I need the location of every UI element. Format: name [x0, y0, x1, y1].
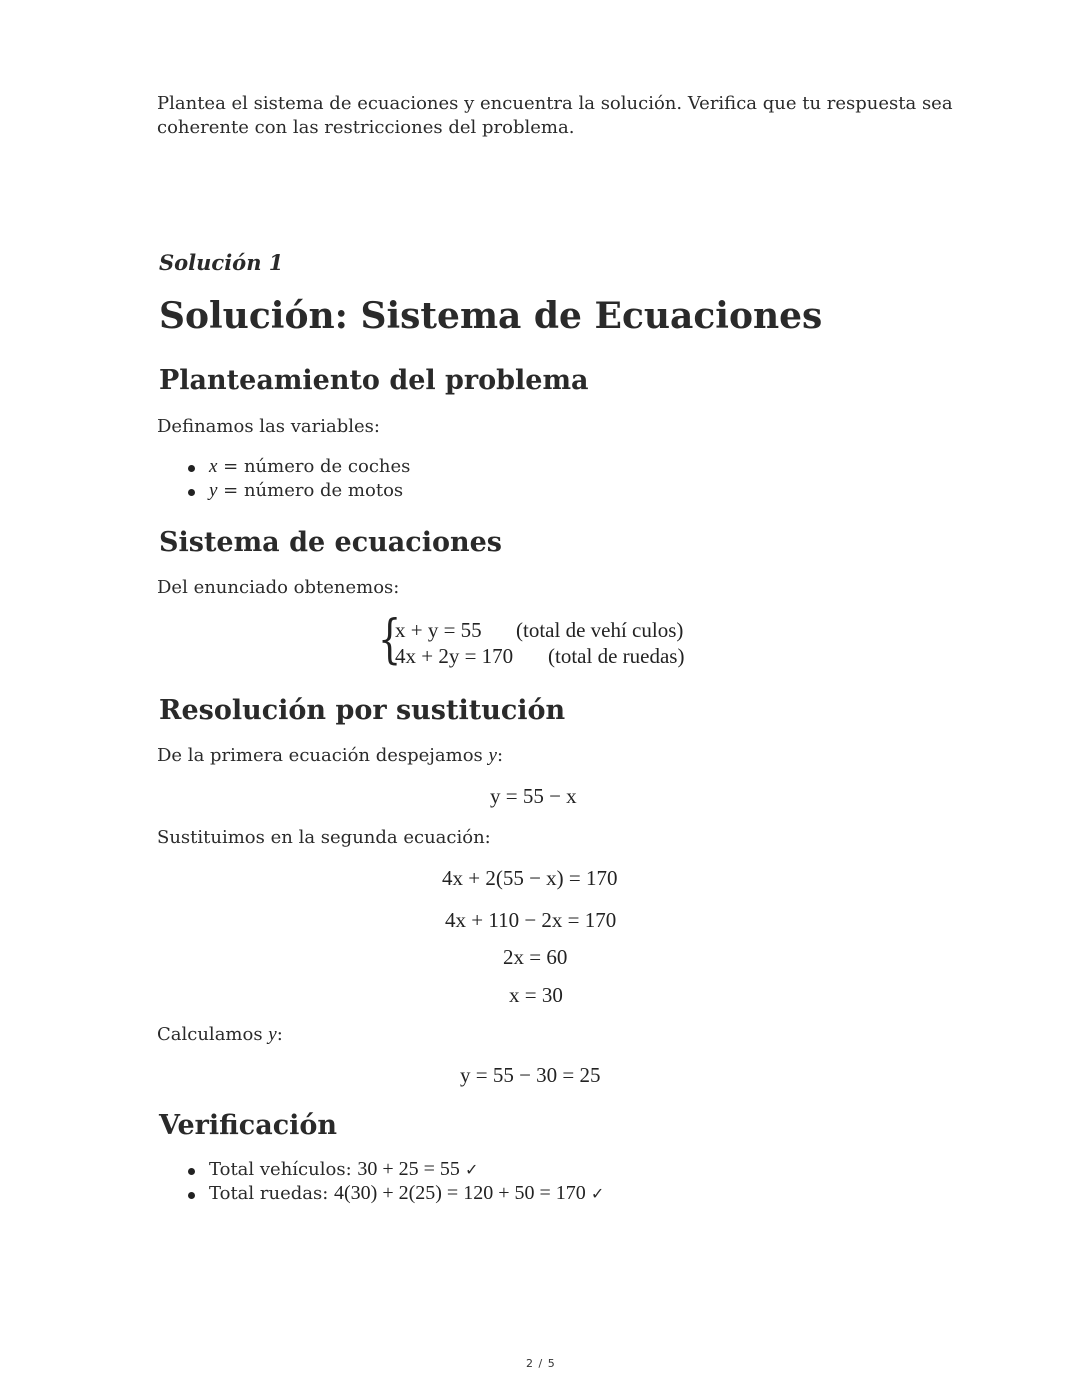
check-icon: ✓	[459, 1160, 479, 1179]
step-equation: x = 30	[509, 983, 563, 1007]
equation-1-note: (total de vehí culos)	[516, 618, 684, 642]
section3-intro	[157, 744, 503, 768]
section1-intro: Definamos las variables:	[157, 416, 380, 437]
left-brace: {	[378, 610, 402, 670]
section-heading-resolucion: Resolución por sustitución	[159, 695, 566, 726]
intro-line-2: coherente con las restricciones del problema.	[157, 117, 575, 138]
solution-label: Solución 1	[159, 250, 284, 275]
section-heading-sistema: Sistema de ecuaciones	[159, 527, 502, 558]
verification-label: Total ruedas:	[209, 1183, 335, 1204]
variable-y: y	[209, 480, 218, 501]
intro-end: :	[496, 745, 504, 766]
bullet	[188, 489, 195, 496]
step-equation: 4x + 2(55 − x) = 170	[442, 866, 618, 890]
list-item	[209, 1158, 478, 1181]
equation-2: 4x + 2y = 170	[395, 644, 514, 668]
equation-1: x + y = 55	[395, 618, 482, 642]
verification-label: Total vehículos:	[209, 1159, 358, 1180]
page-number: 2 / 5	[526, 1357, 556, 1370]
variable-y: y	[268, 1024, 277, 1045]
substitution-text: Sustituimos en la segunda ecuación:	[157, 827, 491, 848]
list-item-text: = número de motos	[217, 480, 404, 501]
equation-y-isolated: y = 55 − x	[490, 784, 577, 808]
variable-x: x	[209, 456, 218, 477]
list-item-text: = número de coches	[217, 456, 411, 477]
equation-2-note: (total de ruedas)	[548, 644, 685, 668]
calculate-y-text	[157, 1023, 283, 1047]
section2-intro: Del enunciado obtenemos:	[157, 577, 400, 598]
section-heading-planteamiento: Planteamiento del problema	[159, 365, 589, 396]
list-item	[209, 456, 410, 478]
list-item	[209, 1182, 604, 1205]
bullet	[188, 1192, 195, 1199]
section-heading-verificacion: Verificación	[159, 1110, 338, 1141]
equation-y-result: y = 55 − 30 = 25	[460, 1063, 601, 1087]
check-icon: ✓	[585, 1184, 605, 1203]
variable-y: y	[488, 745, 497, 766]
verification-math: 4(30) + 2(25) = 120 + 50 = 170	[334, 1182, 586, 1204]
verification-math: 30 + 25 = 55	[357, 1158, 460, 1180]
page-title: Solución: Sistema de Ecuaciones	[159, 295, 823, 337]
bullet	[188, 465, 195, 472]
calc-end: :	[276, 1024, 283, 1045]
intro-text: De la primera ecuación despejamos	[157, 745, 489, 766]
bullet	[188, 1168, 195, 1175]
intro-line-1: Plantea el sistema de ecuaciones y encuentra la solución. Verifica que tu respuesta sea	[157, 93, 953, 114]
step-equation: 4x + 110 − 2x = 170	[445, 908, 617, 932]
step-equation: 2x = 60	[503, 945, 568, 969]
calc-text: Calculamos	[157, 1024, 269, 1045]
list-item	[209, 480, 403, 502]
